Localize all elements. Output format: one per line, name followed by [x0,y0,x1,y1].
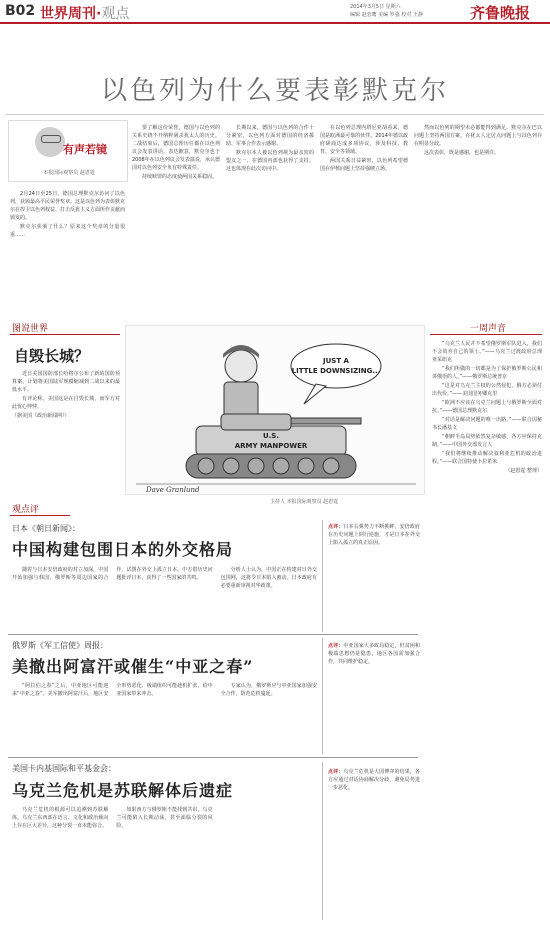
lead-col-2-p2: 持续赎罪的态度使两国关系稳固。 [142,174,218,180]
article-2-comment-text: 中亚国家大多政局稳定，但贫困和极端思想仍是隐患，地区各国需加强合作，共同维护稳定。 [328,643,420,665]
headline-divider [6,114,544,115]
article-1-p1: 随着与日本安倍政府的对立加深，中国开始加强与韩国、俄罗斯等周边国家的合作，试图在外交上孤立日本。中方借历史问题批评日本，获得了一些国家的共鸣。 [12,567,213,581]
article-2-p2: 专家认为，俄罗斯应与中亚国家加强安全合作，防范危机蔓延。 [220,683,317,697]
photo-world-title: 自毁长城？ [14,347,90,365]
tank-wheel [323,458,339,474]
issue-staff: 编辑 赵恋鹰 美编 罗强 校对 王静 [350,12,423,18]
opinion-section-rule [10,515,70,516]
page-number: B02 [5,3,36,19]
column-badge [8,120,128,182]
article-2-p1: “阿拉伯之春”之后，中亚地区可能迎来“中亚之春”。美军撤出阿富汗后，地区安全形势恶化，极端组织可能趁机扩张，给中亚国家带来冲击。 [12,683,213,697]
article-3-p1: 乌克兰危机的根源可以追溯到苏联解体。乌克兰东西部在语言、文化和政治倾向上存在巨大差异，这种分裂一直未能弥合。 [12,807,109,829]
voice-quote: “朝鲜半岛局势依然复杂敏感，各方应保持克制。”——中国外交部发言人 [432,434,542,448]
voice-quote: “欧洲不应该在乌克兰问题上与俄罗斯全面对抗。”——德国总理默克尔 [432,400,542,414]
lead-col-3-p2: 默克尔本人被以色列视为最亲密的盟友之一，在德国内部也获得了支持。这也体现在此次访问中。 [226,150,314,172]
photo-world-label: 图说世界 [12,324,49,334]
voice-quote: “我们所做的一切都是为了保护俄罗斯公民和讲俄语的人。”——俄罗斯总统普京 [432,366,542,380]
cartoon-illustration [126,326,426,496]
article-3-divider [322,762,323,920]
article-1-title: 中国构建包围日本的外交格局 [12,540,234,559]
photo-world-body [12,370,120,470]
lead-col-5 [414,124,542,314]
speech-bubble-tail [304,384,326,404]
page-header [0,0,550,24]
tank-label-1: U.S. [262,432,280,440]
weekly-voices-label: 一周声音 [470,324,507,334]
tank-wheel [223,458,239,474]
article-3-title: 乌克兰危机是苏联解体后遗症 [12,781,234,800]
photo-world-source: （据美国《政治新闻网》） [12,413,70,419]
lead-col-4 [320,124,408,314]
article-1-comment [328,523,420,631]
article-1-divider [322,520,323,632]
voice-quote: “对话是解决问题的唯一出路。”——联合国秘书长潘基文 [432,417,542,431]
article-3-comment-label: 点评： [328,769,344,775]
article-3-comment-text: 乌克兰危机是大国博弈的结果，各方应通过对话协商解决分歧，避免局势进一步恶化。 [328,769,420,791]
section-name: 世界周刊 [40,6,96,22]
article-1-comment-label: 点评： [328,524,344,530]
lead-col-4-p1: 在以色列总理内塔尼亚胡看来，德国是欧洲最可靠的伙伴。2014年德以政府磋商达成多项协议，涉及科技、教育、安全等领域。 [320,125,408,155]
photo-world-rule [10,334,120,335]
lead-col-2-p1: 要了解这份荣誉，德国与以色列的关系史绕不开纳粹屠杀犹太人的历史。二战结束后，德国总理历任都在以色列议会发表讲话，表达歉意，默克尔也于2008年在以色列议会发表演说，承认德国对以色列安全负有特殊责任。 [132,125,220,171]
photo-world-p1: 近日美国国防部长哈格尔公布了新的国防预算案，计划将美国陆军规模缩减到二战以来的最低水平。 [12,371,120,393]
lead-col-4-p2: 两国关系日益紧密，以色列希望德国在伊核问题上坚持强硬立场。 [320,158,408,172]
voices-signoff: （赵恩霆 整理） [505,468,542,474]
masthead-logo: 齐鲁晚报 [470,4,531,22]
column-author: 本报国际观察员 赵恩霆 [43,170,95,176]
lead-col-1-p1: 2月24日至25日，德国总理默克尔访问了以色列，获颁最高平民荣誉奖章。这是以色列为表彰默克尔在捍卫以色列权益、打击反犹主义方面所作贡献而颁发的。 [10,191,125,221]
tank-wheel [248,458,264,474]
page-host-credit: 主持人 本报国际观察员 赵恩霆 [270,499,339,505]
speech-bubble [291,344,381,388]
article-1-source: 日本《朝日新闻》： [12,524,80,533]
voice-quote: “这是对乌克兰主权的公然侵犯，俄方必须付出代价。”——美国国务卿克里 [432,383,542,397]
author-avatar [35,127,65,157]
weekly-voices-rule [430,334,542,335]
article-2-title: 美撤出阿富汗或催生“中亚之春” [12,657,254,676]
article-1-rule [8,634,418,635]
lead-col-3-p1: 长期以来，德国与以色列的合作十分紧密，以色列方面对德国的经济援助、军事合作表示感谢。 [226,125,314,147]
tank-barrel [291,418,361,424]
article-3-comment [328,768,420,918]
article-2-comment-label: 点评： [328,643,344,649]
cartoonist-signature: Dave Granlund [146,486,200,494]
article-2-source: 俄罗斯《军工信使》周报： [12,641,108,650]
speech-bubble-text-2: LITTLE DOWNSIZING... [291,367,381,375]
speech-bubble-text-1: JUST A [323,357,349,365]
general-head [225,350,257,382]
article-2-divider [322,638,323,754]
article-2-body [12,682,317,746]
column-logo: 有声若镜 [63,143,107,156]
lead-col-1-p2: 默克尔获颁了什么？原来这个奖章的分量很重…… [10,224,125,238]
tank-wheel [273,458,289,474]
tank-wheel [198,458,214,474]
lead-col-1 [10,190,125,315]
lead-col-5-p2: 这次表彰，既是感谢，也是期许。 [424,150,500,156]
opinion-section-label: 观点评 [12,505,40,515]
main-headline: 以色列为什么要表彰默克尔 [100,76,449,106]
issue-meta [350,3,460,19]
lead-col-5-p1: 然而以色列的期望未必都能得到满足。默克尔在巴以问题上坚持两国方案，在犹太人定居点问题上与以色列存在明显分歧。 [414,125,542,147]
tank-wheel [298,458,314,474]
article-1-body [12,566,317,630]
lead-col-3 [226,124,314,314]
voice-quote: “乌克兰人民并不希望俄罗斯军队进入，我们不会放弃自己的领土。”——乌克兰过渡政府总理亚采纽克 [432,341,542,363]
article-3-p2: 如果西方与俄罗斯不能找到共识，乌克兰可能陷入长期动荡，甚至面临分裂的风险。 [116,807,213,829]
article-2-rule [8,757,418,758]
article-1-comment-text: 日本右翼势力不断挑衅，安倍政府在历史问题上倒行逆施，才是日本在外交上陷入孤立的真正原因。 [328,524,420,546]
tank-label-2: ARMY MANPOWER [234,442,308,450]
lead-col-2 [132,124,220,314]
editorial-cartoon [125,325,425,495]
tank-turret [221,414,291,430]
article-3-source: 美国卡内基国际和平基金会： [12,764,116,773]
section-sub: 观点 [101,6,130,22]
article-1-p2: 分析人士认为，中国正在构建对日外交包围网，这将令日本陷入被动。日本政府有必要重新审视对华政策。 [220,567,317,589]
article-3-body [12,806,317,916]
article-2-comment [328,642,420,752]
photo-world-p2: 有评论称，美国这是在自毁长城，而军方对此忧心忡忡。 [12,396,120,410]
voice-quote: “我们将继续推动解决叙利亚危机的政治进程。”——联合国特使卜拉希米 [432,451,542,465]
weekly-voices-body [432,340,542,920]
issue-date: 2014年3月5日 星期六 [350,4,401,10]
section-title: 世界周刊·观点 [40,6,130,22]
